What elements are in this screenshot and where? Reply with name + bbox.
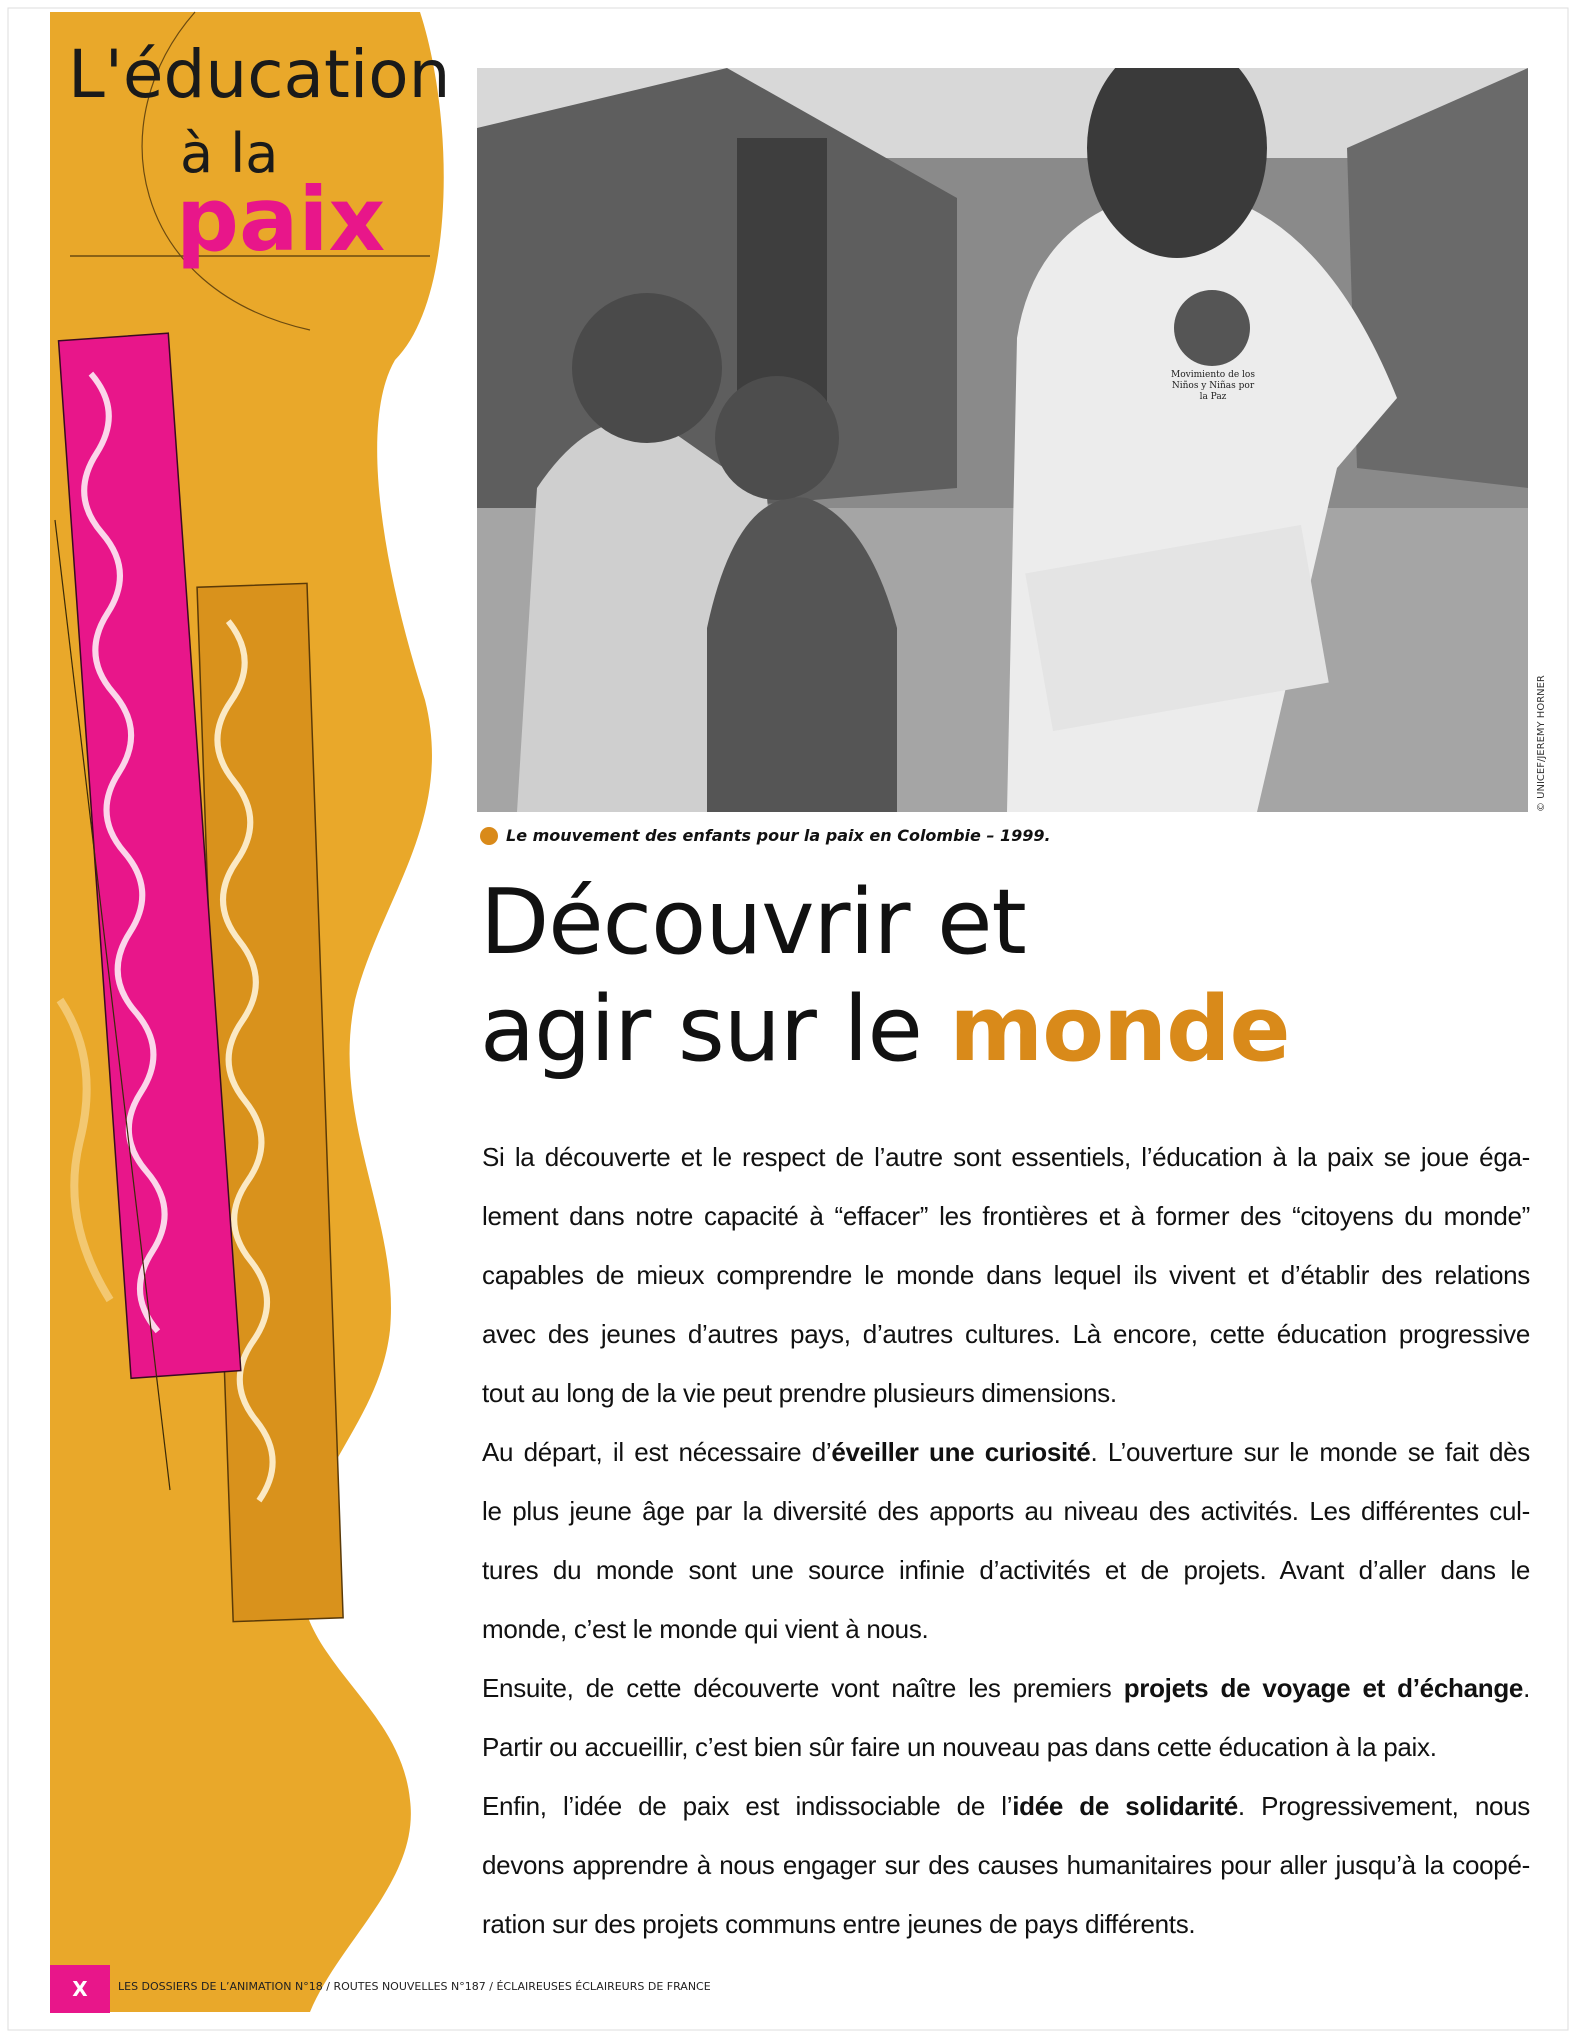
footer-publication: LES DOSSIERS DE L’ANIMATION N°18 / ROUTES NOUVELLES N°187 / ÉCLAIREUSES ÉCLAIREURS DE FRANCE: [118, 1980, 711, 1993]
section-title-line2: à la: [180, 122, 279, 185]
body-text: tures du monde sont une source infinie d’activités et de projets. Avant d’aller dans le: [482, 1555, 1530, 1585]
body-line: [482, 1902, 1530, 1961]
body-text: ration sur des projets communs entre jeunes de pays différents.: [482, 1909, 1196, 1939]
body-line: [482, 1666, 1530, 1725]
body-line: [482, 1607, 1530, 1666]
body-text: Enfin, l’idée de paix est indissociable de l’: [482, 1791, 1013, 1821]
body-text: le plus jeune âge par la diversité des apports au niveau des activités. Les différentes cul-: [482, 1496, 1530, 1526]
body-text: avec des jeunes d’autres pays, d’autres cultures. Là encore, cette éducation progressive: [482, 1319, 1530, 1349]
body-emphasis: éveiller une curiosité: [831, 1437, 1091, 1467]
body-line: [482, 1489, 1530, 1548]
body-emphasis: idée de solidarité: [1012, 1791, 1238, 1821]
photo-children-colombia: [477, 68, 1528, 812]
photo-illustration: [477, 68, 1528, 812]
headline-line1: Découvrir et: [480, 870, 1026, 975]
shirt-logo-text: Movimiento de los Niños y Niñas por la Paz: [1171, 370, 1255, 402]
body-line: [482, 1253, 1530, 1312]
body-text: Au départ, il est nécessaire d’: [482, 1437, 832, 1467]
body-text: devons apprendre à nous engager sur des causes humanitaires pour aller jusqu’à la coopé-: [482, 1850, 1530, 1880]
body-line: [482, 1371, 1530, 1430]
body-line: [482, 1843, 1530, 1902]
body-text: Partir ou accueillir, c’est bien sûr faire un nouveau pas dans cette éducation à la paix.: [482, 1732, 1437, 1762]
body-text: Si la découverte et le respect de l’autre sont essentiels, l’éducation à la paix se joue éga-: [482, 1142, 1530, 1172]
photo-credit: © UNICEF/JEREMY HORNER: [1536, 675, 1547, 812]
photo-caption: [480, 826, 1051, 845]
body-text: Ensuite, de cette découverte vont naître les premiers: [482, 1673, 1124, 1703]
headline-plain: agir sur le: [480, 977, 950, 1082]
body-line: [482, 1135, 1530, 1194]
body-text: tout au long de la vie peut prendre plusieurs dimensions.: [482, 1378, 1117, 1408]
body-text: .: [1523, 1673, 1530, 1703]
page-number: X: [50, 1965, 110, 2013]
section-title-line1: L'éducation: [68, 36, 451, 113]
caption-text: Le mouvement des enfants pour la paix en Colombie – 1999.: [506, 826, 1051, 845]
article-body: [482, 1135, 1530, 1961]
headline-accent: monde: [949, 977, 1290, 1082]
body-line: [482, 1312, 1530, 1371]
body-text: capables de mieux comprendre le monde dans lequel ils vivent et d’établir des relations: [482, 1260, 1530, 1290]
body-emphasis: projets de voyage et d’échange: [1123, 1673, 1524, 1703]
body-line: [482, 1548, 1530, 1607]
shirt-logo-icon: [1174, 290, 1250, 366]
headline-line2: [480, 977, 1290, 1082]
body-line: [482, 1725, 1530, 1784]
body-text: . L’ouverture sur le monde se fait dès: [1090, 1437, 1530, 1467]
body-text: lement dans notre capacité à “effacer” les frontières et à former des “citoyens du monde”: [482, 1201, 1530, 1231]
body-text: monde, c’est le monde qui vient à nous.: [482, 1614, 929, 1644]
caption-bullet-icon: [480, 827, 498, 845]
body-text: . Progressivement, nous: [1237, 1791, 1531, 1821]
section-title-paix: paix: [176, 168, 386, 271]
body-line: [482, 1430, 1530, 1489]
body-line: [482, 1784, 1530, 1843]
body-line: [482, 1194, 1530, 1253]
